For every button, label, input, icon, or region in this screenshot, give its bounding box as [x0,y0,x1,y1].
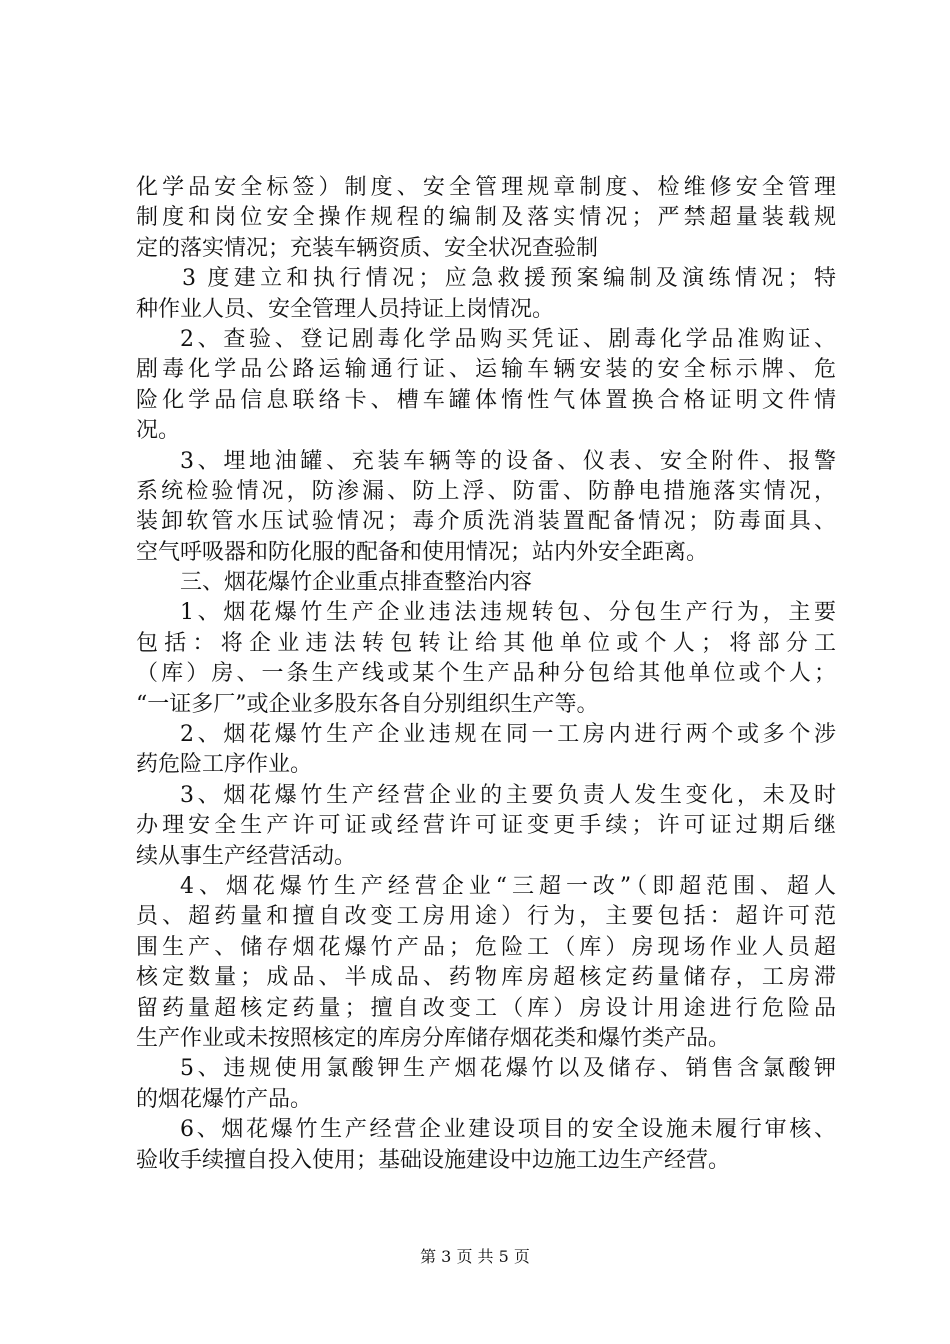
text-line: 药危险工序作业。 [136,752,313,778]
text-line: 3、埋地油罐、充装车辆等的设备、仪表、安全附件、报警 [180,448,836,474]
text-line: 定的落实情况；充装车辆资质、安全状况查验制 [136,235,599,261]
text-line: 2、查验、登记剧毒化学品购买凭证、剧毒化学品准购证、 [180,326,836,352]
text-line: 留药量超核定药量；擅自改变工（库）房设计用途进行危险品 [136,995,836,1021]
section-heading: 三、烟花爆竹企业重点排查整治内容 [180,570,533,596]
text-line: 装卸软管水压试验情况；毒介质洗消装置配备情况；防毒面具、 [136,509,836,535]
text-line: 5、违规使用氯酸钾生产烟花爆竹以及储存、销售含氯酸钾 [180,1056,836,1082]
text-line: 化学品安全标签）制度、安全管理规章制度、检维修安全管理 [136,175,836,200]
text-line: 包括：将企业违法转包转让给其他单位或个人；将部分工 [136,630,836,656]
text-line: 验收手续擅自投入使用；基础设施建设中边施工边生产经营。 [136,1147,731,1173]
text-line: 险化学品信息联络卡、槽车罐体惰性气体置换合格证明文件情 [136,387,836,413]
text-line: 况。 [136,418,181,444]
text-line: 3 度建立和执行情况；应急救援预案编制及演练情况；特 [182,266,836,292]
text-line: 制度和岗位安全操作规程的编制及落实情况；严禁超量装载规 [136,205,836,231]
text-line: 员、超药量和擅自改变工房用途）行为，主要包括：超许可范 [136,904,836,930]
text-line: 核定数量；成品、半成品、药物库房超核定药量储存，工房滞 [136,965,836,991]
text-line: 系统检验情况，防渗漏、防上浮、防雷、防静电措施落实情况， [136,478,836,504]
text-line: 4、烟花爆竹生产经营企业“三超一改”（即超范围、超人 [180,873,836,899]
text-line: 续从事生产经营活动。 [136,843,357,869]
text-line: 种作业人员、安全管理人员持证上岗情况。 [136,296,555,322]
text-line: 围生产、储存烟花爆竹产品；危险工（库）房现场作业人员超 [136,934,836,960]
text-line: 空气呼吸器和防化服的配备和使用情况；站内外安全距离。 [136,539,709,565]
page-number-footer: 第 3 页 共 5 页 [420,1247,530,1266]
text-line: 剧毒化学品公路运输通行证、运输车辆安装的安全标示牌、危 [136,357,836,383]
text-line: 1、烟花爆竹生产企业违法违规转包、分包生产行为，主要 [180,600,836,626]
text-line: 的烟花爆竹产品。 [136,1086,313,1112]
text-line: 6、烟花爆竹生产经营企业建设项目的安全设施未履行审核、 [180,1117,836,1143]
text-line: （库）房、一条生产线或某个生产品种分包给其他单位或个人； [136,661,836,687]
text-line: 3、烟花爆竹生产经营企业的主要负责人发生变化，未及时 [180,782,836,808]
text-line: 2、烟花爆竹生产企业违规在同一工房内进行两个或多个涉 [180,722,836,748]
text-line: 生产作业或未按照核定的库房分库储存烟花类和爆竹类产品。 [136,1025,731,1051]
text-line: 办理安全生产许可证或经营许可证变更手续；许可证过期后继 [136,813,836,839]
document-body [136,173,836,1176]
text-line: “一证多厂”或企业多股东各自分别组织生产等。 [136,691,599,717]
